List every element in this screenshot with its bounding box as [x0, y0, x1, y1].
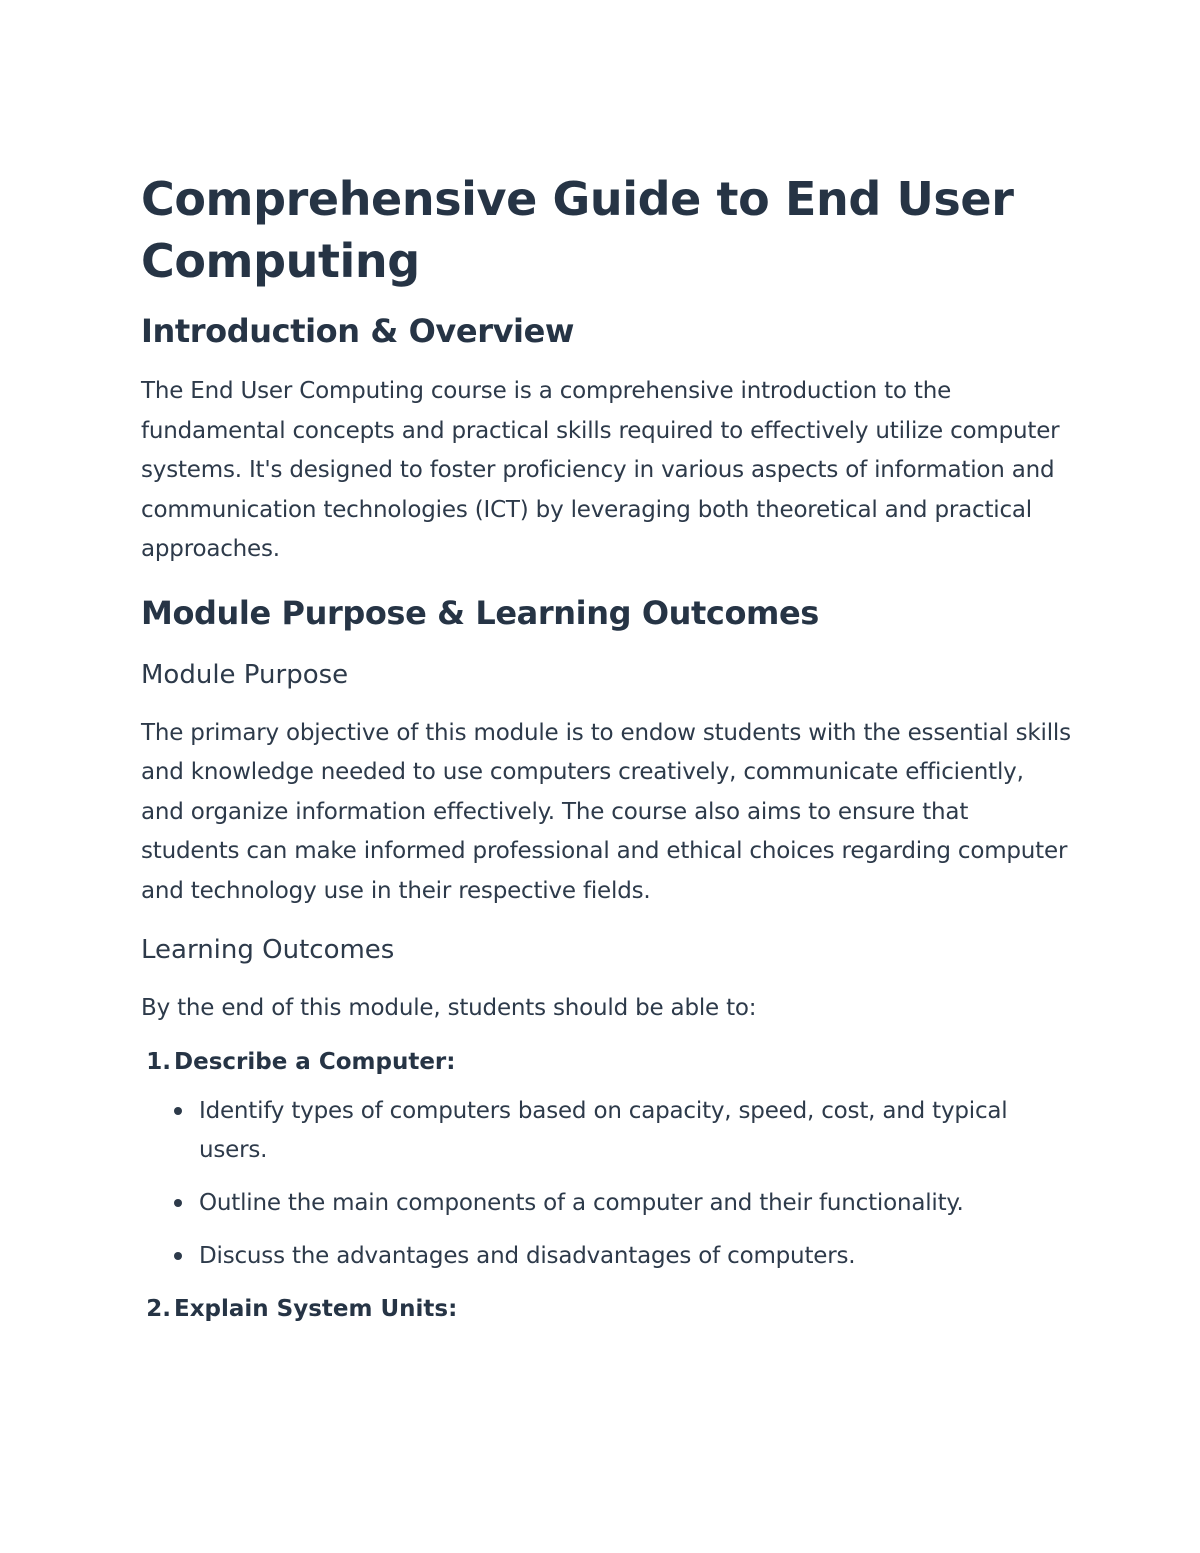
outcome-bullet-text: Discuss the advantages and disadvantages of computers.	[199, 1242, 856, 1269]
intro-heading: Introduction & Overview	[141, 312, 575, 350]
page-title: Comprehensive Guide to End User Computing	[141, 172, 1014, 288]
bullet-icon	[174, 1199, 182, 1207]
outcome-header	[141, 1043, 1071, 1082]
module-heading: Module Purpose & Learning Outcomes	[141, 593, 819, 632]
outcome-number: 1.	[146, 1048, 171, 1075]
outcome-item	[141, 1043, 1071, 1276]
outcome-bullet	[141, 1237, 1071, 1276]
outcome-number: 2.	[146, 1295, 171, 1322]
outcome-item	[141, 1290, 1071, 1329]
bullet-icon	[174, 1252, 182, 1260]
learning-outcomes-intro: By the end of this module, students should be able to:	[141, 995, 757, 1021]
outcome-title: Describe a Computer:	[174, 1048, 456, 1075]
outcome-bullet-text: Identify types of computers based on capacity, speed, cost, and typical users.	[199, 1097, 1008, 1163]
module-purpose-heading: Module Purpose	[141, 659, 349, 690]
outcome-header	[141, 1290, 1071, 1329]
bullet-icon	[174, 1107, 182, 1115]
intro-paragraph: The End User Computing course is a comprehensive introduction to the fundamental concepts and practical skills required to effectively utilize computer systems. It's designed to foster proficiency in various aspects of information and communication technologies (ICT) by leveraging both theoretical and practical approaches.	[141, 378, 1060, 562]
outcome-bullet-text: Outline the main components of a computer and their functionality.	[199, 1189, 964, 1216]
outcome-bullet	[141, 1092, 1071, 1170]
learning-outcomes-heading: Learning Outcomes	[141, 935, 395, 965]
module-purpose-paragraph: The primary objective of this module is to endow students with the essential skills and knowledge needed to use computers creatively, communicate efficiently, and organize information effectively. The course also aims to ensure that students can make informed professional and ethical choices regarding computer and technology use in their respective fields.	[141, 719, 1071, 904]
outcome-bullet-list	[141, 1092, 1071, 1276]
document-page	[141, 168, 1071, 1335]
outcome-bullet	[141, 1184, 1071, 1223]
outcome-title: Explain System Units:	[174, 1295, 458, 1322]
learning-outcomes-list	[141, 1043, 1071, 1329]
